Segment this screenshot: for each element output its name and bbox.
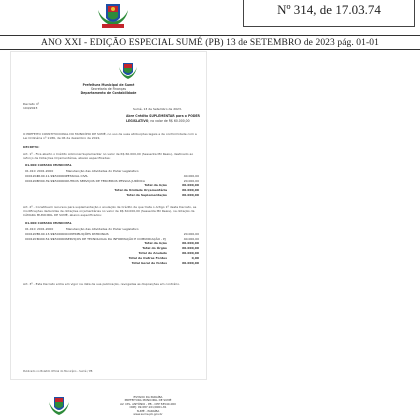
table-total-row (23, 261, 201, 267)
row-code: 0001204 (25, 173, 39, 178)
row-code: 0001205 (25, 231, 39, 236)
decree-ref-line: Decreto nº (23, 102, 40, 106)
row-source: 1500000 (53, 231, 67, 236)
row-value: 60.000,00 (182, 260, 199, 265)
row-value: 40.000,00 (183, 173, 199, 178)
law-number: Nº 314, de 17.03.74 (277, 2, 381, 17)
row-label: Total da Ação (144, 183, 167, 188)
row-element: 3390.39.99 (37, 178, 55, 183)
table-total-row (23, 193, 201, 199)
row-description: PESSOAL CIVIL (66, 173, 89, 178)
preamble: O PREFEITO CONSTITUCIONAL DO MUNICÍPIO DE SUMÉ, no uso de suas atribuições legais e de conformidade com a Lei Ordinária nº 1186, de 06 de dezembro de 2022, (23, 132, 197, 141)
article-1: Art. 1º - Fica aberto o Crédito Adicional Suplementar no valor de R$ 60.000,00 (Sessenta Mil Reais), destinado ao reforço de Dotações Orçamentárias, abaixo especificadas: (23, 152, 194, 161)
decree-reference (23, 102, 39, 111)
row-label: Total da Unidade Orçamentária (114, 188, 167, 193)
row-source: 1500000 (53, 173, 67, 178)
row-label: Total da Ação (144, 241, 167, 246)
article-3: Art. 3º - Este Decreto entra em vigor na data de sua publicação, revogadas as disposições em contrário. (23, 282, 180, 286)
row-code: 01.010 (25, 169, 36, 173)
decree-title-rest: , no valor de R$ 60.000,00 (148, 118, 190, 123)
row-value: 0,00 (191, 255, 199, 260)
row-value: 20.000,00 (183, 178, 199, 183)
row-element: 3190.11.99 (37, 173, 55, 178)
footer-line: CNPJ: 09.087.101/0001-81 (129, 405, 167, 410)
publication-note: Publicado no Boletim Oficial do Município - Sumé / PB (23, 370, 93, 373)
row-description: OUTROS SERVIÇOS DE TERCEIROS PESSOA JURÍDICA (66, 178, 145, 183)
row-value: 60.000,00 (182, 193, 199, 197)
row-value: 60.000,00 (182, 246, 199, 251)
law-reference-box (243, 0, 415, 27)
row-description: CONTRIBUIÇÕES PATRONAIS (66, 231, 109, 236)
row-source: 1500000 (53, 178, 67, 183)
edition-line: ANO XXI - EDIÇÃO ESPECIAL SUMÉ (PB) 13 de SETEMBRO de 2023 pág. 01-01 (41, 38, 379, 48)
crest-logo (86, 0, 140, 30)
row-label: Total da Suplementação (126, 193, 167, 197)
document-page (11, 52, 206, 379)
row-element: 2001.2000 (37, 169, 54, 173)
organ-heading-text: 01.000 CAMARA MUNICIPAL (25, 221, 72, 225)
footer-line: ESTADO DA PARAÍBA (133, 395, 163, 399)
row-element: 3190.13.99 (37, 231, 55, 236)
row-source: 1500000 (53, 236, 67, 241)
row-label: Total Geral de fontes (131, 260, 167, 265)
footer-address (78, 396, 218, 416)
decree-date: Sumé, 13 de Setembro de 2023. (133, 107, 182, 111)
article-2: Art. 2º - Constituem recursos para suplementação o anulação de Crédito de que trata o Artigo 1º deste Decreto, as modificações deduzidas de dotações orçamentárias no valor de R$ 60.000,00 (Sessenta Mil Reais), na dotação da CÂMARA MUNICIPAL DE SUMÉ, abaixo especificados: (23, 205, 197, 218)
row-value: 60.000,00 (182, 241, 199, 246)
decree-title-bold: Abre Crédito SUPLEMENTAR para o PODER LEGISLATIVO (126, 114, 200, 123)
footer-crest-logo (46, 395, 72, 417)
row-description: Manutenção das Atividades do Poder Legislativo (66, 169, 139, 173)
heading-line: Departamento de Contabilidade (80, 91, 137, 96)
row-description: Manutenção das Atividades do Poder Legislativo (66, 227, 139, 231)
footer-line: PREFEITURA MUNICIPAL DE SUMÉ (124, 398, 172, 403)
decreta-label: DECRETA: (23, 145, 40, 149)
row-label: Total de Outras Fontes (128, 255, 167, 260)
header-rule-bottom (0, 49, 420, 50)
row-label: Total do Anulado (138, 251, 167, 255)
row-element: 4490.52.99 (37, 236, 55, 241)
decree-ref-line: 104/2023 (23, 106, 38, 111)
organ-heading-text: 01.000 CAMARA MUNICIPAL (25, 163, 72, 167)
heading-line: Secretaria de Finanças (90, 87, 127, 92)
header-rule-top (0, 35, 420, 36)
row-code: 01.010 (25, 227, 36, 231)
footer-line: SUMÉ - PARAÍBA (136, 408, 160, 413)
heading-line: Prefeitura Municipal de Sumé (82, 83, 135, 87)
row-description: SERVIÇOS DE TECNOLOGIA DA INFORMAÇÃO E COMUNICAÇÃO - PJ (66, 236, 166, 241)
row-value: 20.000,00 (183, 231, 199, 236)
footer-line: www.sume.pb.gov.br (133, 412, 163, 417)
page-crest-logo (116, 61, 140, 81)
footer-line: AV. CEL. ANTÔNIO - PB - CEP 58540-000 (120, 401, 176, 406)
row-value: 40.000,00 (183, 236, 199, 241)
row-value: 60.000,00 (182, 188, 199, 193)
row-code: 0001207 (25, 236, 39, 241)
page-heading (11, 83, 206, 96)
decree-title (126, 114, 204, 123)
row-value: 60.000,00 (182, 251, 199, 255)
row-code: 0001206 (25, 178, 39, 183)
row-element: 2001.2000 (37, 227, 54, 231)
row-value: 60.000,00 (182, 183, 199, 188)
row-label: Total do Órgão (142, 246, 167, 251)
